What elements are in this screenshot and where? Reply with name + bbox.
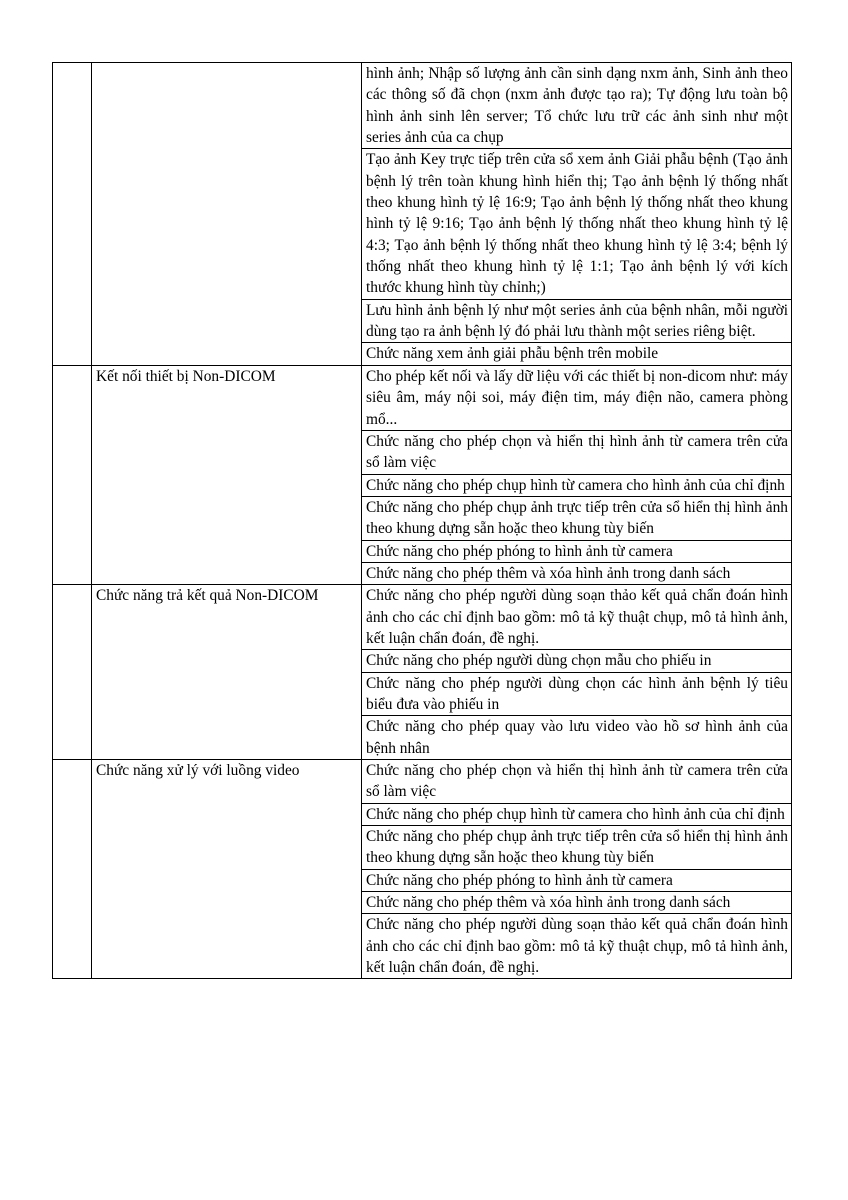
feature-description: Chức năng cho phép phóng to hình ảnh từ camera <box>362 540 792 562</box>
feature-description: hình ảnh; Nhập số lượng ảnh cần sinh dạng nxm ảnh, Sinh ảnh theo các thông số đã chọn (nxm ảnh được tạo ra); Tự động lưu toàn bộ hình ảnh sinh lên server; Tổ chức lưu trữ các ảnh sinh như một series ảnh của ca chụp <box>362 63 792 149</box>
feature-description: Chức năng cho phép thêm và xóa hình ảnh trong danh sách <box>362 562 792 584</box>
feature-description: Chức năng cho phép chọn và hiển thị hình ảnh từ camera trên cửa sổ làm việc <box>362 760 792 804</box>
feature-description: Chức năng cho phép phóng to hình ảnh từ camera <box>362 869 792 891</box>
feature-description: Chức năng xem ảnh giải phẫu bệnh trên mobile <box>362 343 792 365</box>
index-cell <box>53 760 92 979</box>
requirements-table-body <box>53 63 792 979</box>
feature-description: Cho phép kết nối và lấy dữ liệu với các thiết bị non-dicom như: máy siêu âm, máy nội soi, máy điện tim, máy điện não, camera phòng mổ... <box>362 365 792 430</box>
index-cell <box>53 585 92 760</box>
feature-description: Chức năng cho phép chụp ảnh trực tiếp trên cửa sổ hiển thị hình ảnh theo khung dựng sẵn hoặc theo khung tùy biến <box>362 496 792 540</box>
feature-description: Chức năng cho phép người dùng soạn thảo kết quả chẩn đoán hình ảnh cho các chỉ định bao gồm: mô tả kỹ thuật chụp, mô tả hình ảnh, kết luận chẩn đoán, đề nghị. <box>362 914 792 979</box>
feature-description: Chức năng cho phép thêm và xóa hình ảnh trong danh sách <box>362 892 792 914</box>
table-row <box>53 760 792 804</box>
feature-description: Chức năng cho phép người dùng chọn các hình ảnh bệnh lý tiêu biểu đưa vào phiếu in <box>362 672 792 716</box>
table-row <box>53 365 792 430</box>
feature-group-name <box>92 63 362 366</box>
feature-description: Chức năng cho phép người dùng soạn thảo kết quả chẩn đoán hình ảnh cho các chỉ định bao gồm: mô tả kỹ thuật chụp, mô tả hình ảnh, kết luận chẩn đoán, đề nghị. <box>362 585 792 650</box>
feature-description: Tạo ảnh Key trực tiếp trên cửa sổ xem ảnh Giải phẫu bệnh (Tạo ảnh bệnh lý trên toàn khung hình hiển thị; Tạo ảnh bệnh lý thống nhất theo khung hình tỷ lệ 16:9; Tạo ảnh bệnh lý thống nhất theo khung hình tỷ lệ 9:16; Tạo ảnh bệnh lý thống nhất theo khung hình tỷ lệ 4:3; Tạo ảnh bệnh lý thống nhất theo khung hình tỷ lệ 3:4; bệnh lý thống nhất theo khung hình tỷ lệ 1:1; Tạo ảnh bệnh lý với kích thước khung hình tùy chỉnh;) <box>362 149 792 299</box>
feature-description: Chức năng cho phép chọn và hiển thị hình ảnh từ camera trên cửa sổ làm việc <box>362 430 792 474</box>
index-cell <box>53 63 92 366</box>
index-cell <box>53 365 92 584</box>
requirements-table <box>52 62 792 979</box>
feature-group-name: Kết nối thiết bị Non-DICOM <box>92 365 362 584</box>
feature-description: Chức năng cho phép người dùng chọn mẫu cho phiếu in <box>362 650 792 672</box>
feature-description: Lưu hình ảnh bệnh lý như một series ảnh của bệnh nhân, mỗi người dùng tạo ra ảnh bệnh lý đó phải lưu thành một series riêng biệt. <box>362 299 792 343</box>
feature-description: Chức năng cho phép chụp ảnh trực tiếp trên cửa sổ hiển thị hình ảnh theo khung dựng sẵn hoặc theo khung tùy biến <box>362 826 792 870</box>
table-row <box>53 63 792 149</box>
feature-group-name: Chức năng xử lý với luồng video <box>92 760 362 979</box>
table-row <box>53 585 792 650</box>
feature-group-name: Chức năng trả kết quả Non-DICOM <box>92 585 362 760</box>
feature-description: Chức năng cho phép quay vào lưu video vào hồ sơ hình ảnh của bệnh nhân <box>362 716 792 760</box>
feature-description: Chức năng cho phép chụp hình từ camera cho hình ảnh của chỉ định <box>362 474 792 496</box>
feature-description: Chức năng cho phép chụp hình từ camera cho hình ảnh của chỉ định <box>362 803 792 825</box>
